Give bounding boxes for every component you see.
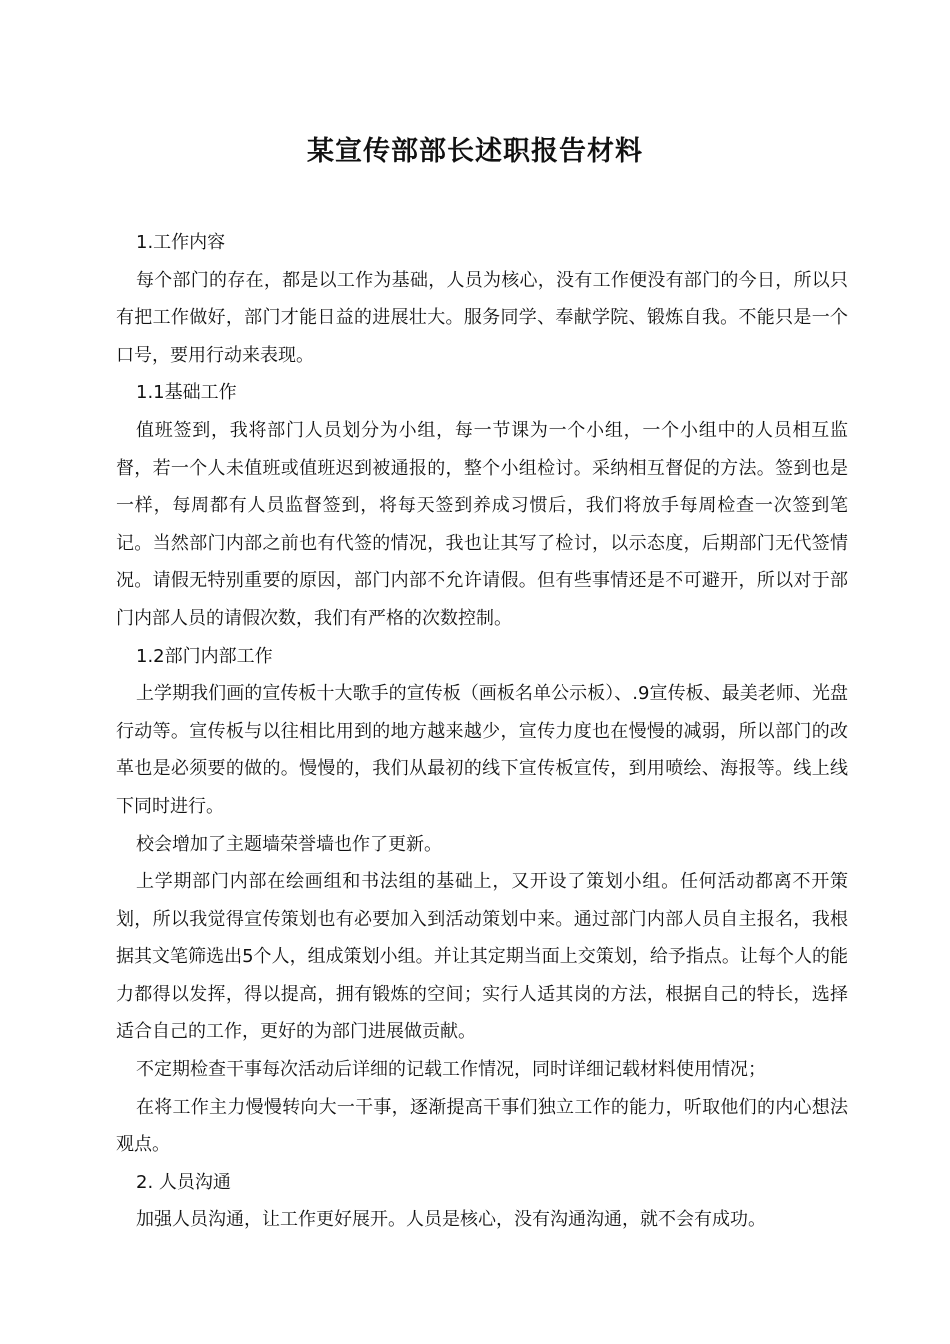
paragraph: 不定期检查干事每次活动后详细的记载工作情况，同时详细记载材料使用情况； xyxy=(136,1059,766,1081)
section-heading-internal-work: 1.2部门内部工作 xyxy=(136,645,273,667)
paragraph: 上学期我们画的宣传板十大歌手的宣传板（画板名单公示板）、.9宣传板、最美老师、光盘行动等。宣传板与以往相比用到的地方越来越少，宣传力度也在慢慢的减弱，所以部门的改革也是必须要的做的。慢慢的，我们从最初的线下宣传板宣传，到用喷绘、海报等。线上线下同时进行。 xyxy=(116,683,848,817)
document-title: 某宣传部部长述职报告材料 xyxy=(307,136,643,167)
section-heading-communication: 2. 人员沟通 xyxy=(136,1171,231,1193)
paragraph: 上学期部门内部在绘画组和书法组的基础上，又开设了策划小组。任何活动都离不开策划，所以我觉得宣传策划也有必要加入到活动策划中来。通过部门内部人员自主报名，我根据其文笔筛选出5个人，组成策划小组。并让其定期当面上交策划，给予指点。让每个人的能力都得以发挥，得以提高，拥有锻炼的空间；实行人适其岗的方法，根据自己的特长，选择适合自己的工作，更好的为部门进展做贡献。 xyxy=(116,871,848,1043)
paragraph: 值班签到，我将部门人员划分为小组，每一节课为一个小组，一个小组中的人员相互监督，若一个人未值班或值班迟到被通报的，整个小组检讨。采纳相互督促的方法。签到也是一样，每周都有人员监督签到，将每天签到养成习惯后，我们将放手每周检查一次签到笔记。当然部门内部之前也有代签的情况，我也让其写了检讨，以示态度，后期部门无代签情况。请假无特别重要的原因，部门内部不允许请假。但有些事情还是不可避开，所以对于部门内部人员的请假次数，我们有严格的次数控制。 xyxy=(116,419,848,629)
paragraph: 校会增加了主题墙荣誉墙也作了更新。 xyxy=(136,833,442,855)
paragraph: 在将工作主力慢慢转向大一干事，逐渐提高干事们独立工作的能力，听取他们的内心想法观点。 xyxy=(116,1096,848,1156)
paragraph: 加强人员沟通，让工作更好展开。人员是核心，没有沟通沟通，就不会有成功。 xyxy=(136,1209,766,1231)
section-heading-basic-work: 1.1基础工作 xyxy=(136,382,237,404)
document-body xyxy=(116,224,848,1239)
paragraph: 每个部门的存在，都是以工作为基础，人员为核心，没有工作便没有部门的今日，所以只有把工作做好，部门才能日益的进展壮大。服务同学、奉献学院、锻炼自我。不能只是一个口号，要用行动来表现。 xyxy=(116,269,848,366)
section-heading-work-content: 1.工作内容 xyxy=(136,232,226,253)
